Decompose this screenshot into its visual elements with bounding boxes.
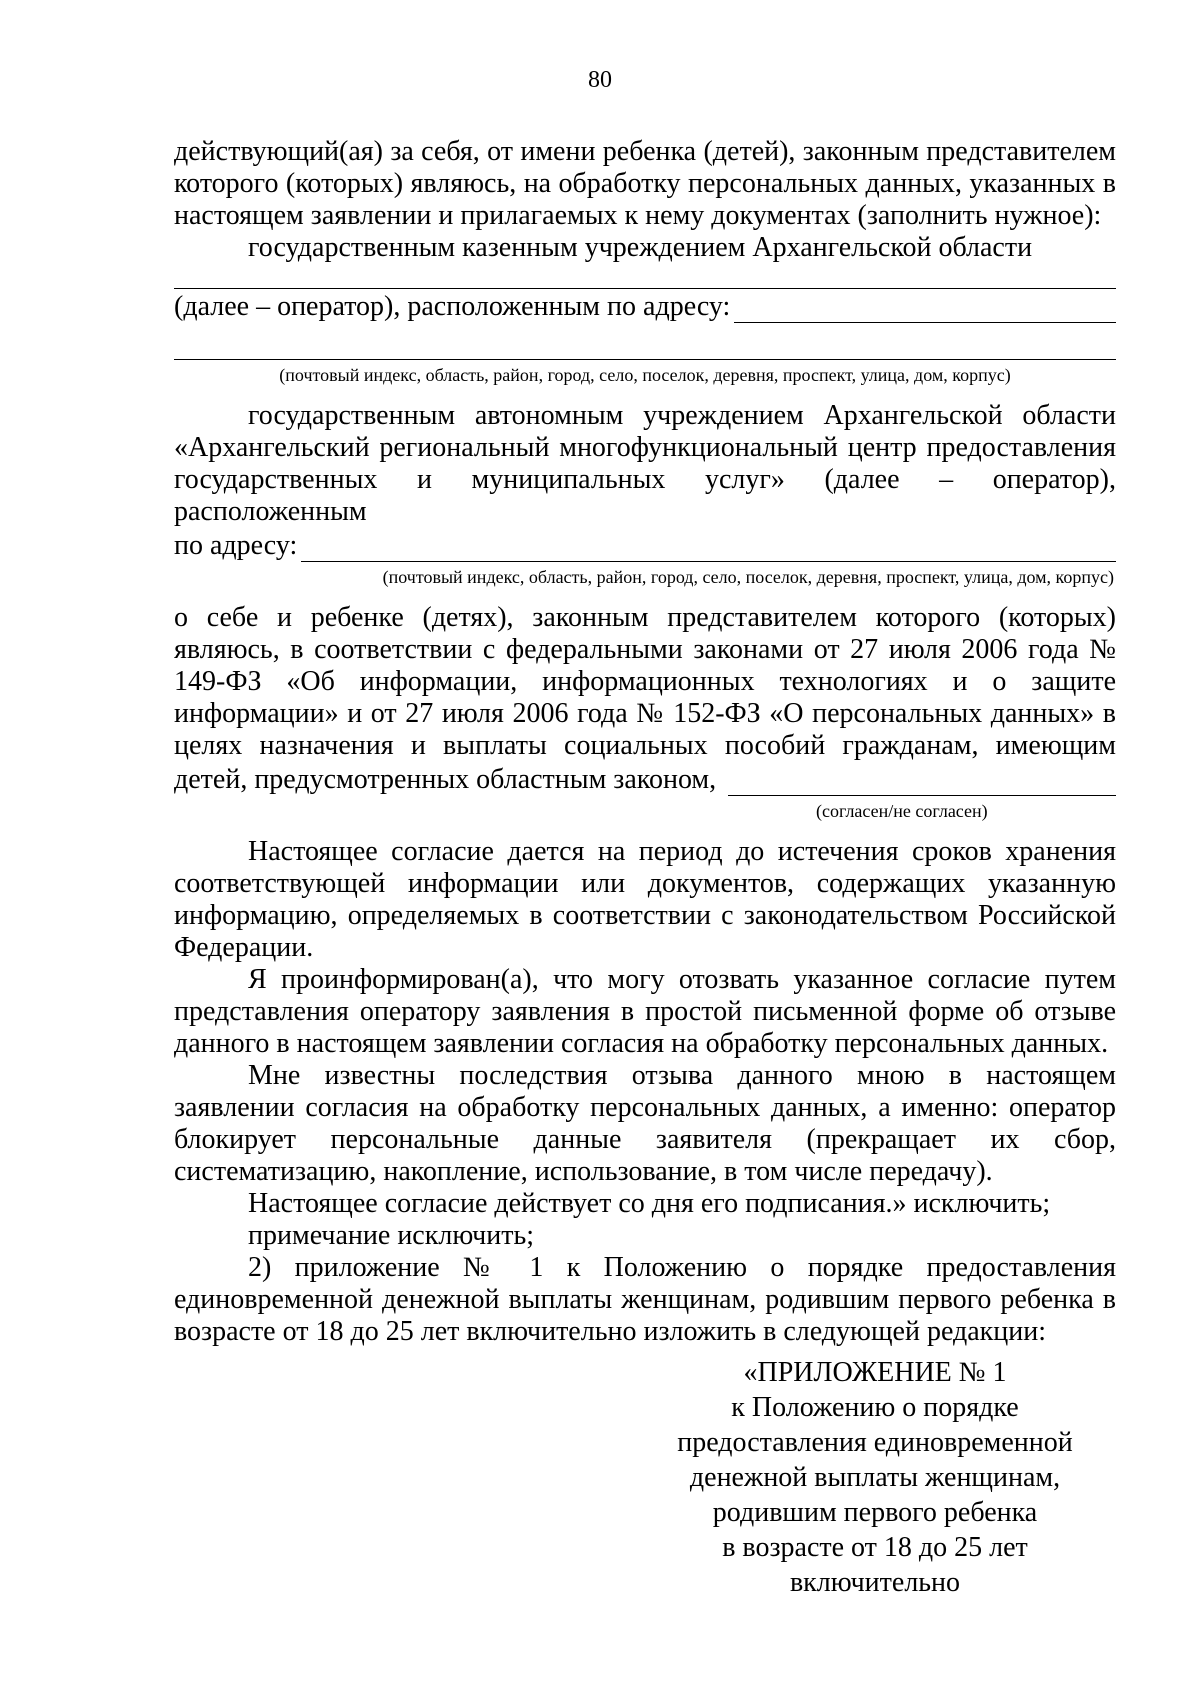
appendix-line: включительно	[789, 1567, 961, 1598]
address-caption-2: (почтовый индекс, область, район, город, село, поселок, деревня, проспект, улица, дом, корпус)	[382, 567, 1114, 587]
operator-name-line	[174, 274, 1116, 289]
paragraph-operator-2: государственным автономным учреждением Архангельской области «Архангельский региональный многофункциональный центр предоставления государственных и муниципальных услуг» (далее – оператор), расположенным	[174, 400, 1116, 527]
operator-address-label: (далее – оператор), расположенным по адресу:	[174, 291, 731, 322]
paragraph-revoke: Я проинформирован(а), что могу отозвать указанное согласие путем представления оператору заявления в простой письменной форме об отзыве данного в настоящем заявлении согласия на обработку персональных данных.	[174, 964, 1116, 1059]
agree-label: детей, предусмотренных областным законом,	[174, 764, 717, 795]
paragraph-period: Настоящее согласие дается на период до истечения сроков хранения соответствующей информации или документов, содержащих указанную информацию, определяемых в соответствии с законодательством Российской Федерации.	[174, 836, 1116, 963]
appendix-line: предоставления единовременной	[677, 1427, 1073, 1458]
appendix-heading	[660, 1355, 1090, 1600]
agree-fill-line	[728, 771, 1116, 796]
address-caption-1: (почтовый индекс, область, район, город, село, поселок, деревня, проспект, улица, дом, корпус)	[279, 365, 1011, 385]
paragraph-operator-1: государственным казенным учреждением Архангельской области	[248, 232, 1033, 263]
operator-address-row	[174, 289, 1116, 323]
appendix-line: денежной выплаты женщинам,	[689, 1462, 1061, 1493]
document-body	[174, 136, 1116, 1348]
address-line-1	[174, 333, 1116, 360]
operator-2-address-fill-line	[301, 537, 1116, 562]
appendix-line: родившим первого ребенка	[712, 1497, 1038, 1528]
agree-row	[174, 762, 1116, 796]
page-number: 80	[588, 67, 612, 93]
operator-2-address-row	[174, 528, 1116, 562]
appendix-line: в возрасте от 18 до 25 лет	[722, 1532, 1028, 1563]
paragraph-appendix-change: 2) приложение № 1 к Положению о порядке предоставления единовременной денежной выплаты женщинам, родившим первого ребенка в возрасте от 18 до 25 лет включительно изложить в следующей редакции:	[174, 1252, 1116, 1347]
paragraph-consent-intro: действующий(ая) за себя, от имени ребенка (детей), законным представителем которого (которых) являюсь, на обработку персональных данных, указанных в настоящем заявлении и прилагаемых к нему документах (заполнить нужное):	[174, 136, 1116, 231]
paragraph-note-remove: примечание исключить;	[248, 1220, 535, 1251]
appendix-line: «ПРИЛОЖЕНИЕ № 1	[743, 1357, 1007, 1388]
agree-caption: (согласен/не согласен)	[816, 801, 988, 821]
paragraph-consequences: Мне известны последствия отзыва данного мною в настоящем заявлении согласия на обработку персональных данных, а именно: оператор блокирует персональные данные заявителя (прекращает их сбор, систематизацию, накопление, использование, в том числе передачу).	[174, 1060, 1116, 1187]
paragraph-effective: Настоящее согласие действует со дня его подписания.» исключить;	[248, 1188, 1051, 1219]
appendix-line: к Положению о порядке	[731, 1392, 1019, 1423]
operator-2-address-label: по адресу:	[174, 530, 298, 561]
operator-address-fill-line	[734, 298, 1116, 323]
paragraph-laws: о себе и ребенке (детях), законным представителем которого (которых) являюсь, в соответствии с федеральными законами от 27 июля 2006 года № 149-ФЗ «Об информации, информационных технологиях и о защите информации» и от 27 июля 2006 года № 152-ФЗ «О персональных данных» в целях назначения и выплаты социальных пособий гражданам, имеющим	[174, 602, 1116, 761]
